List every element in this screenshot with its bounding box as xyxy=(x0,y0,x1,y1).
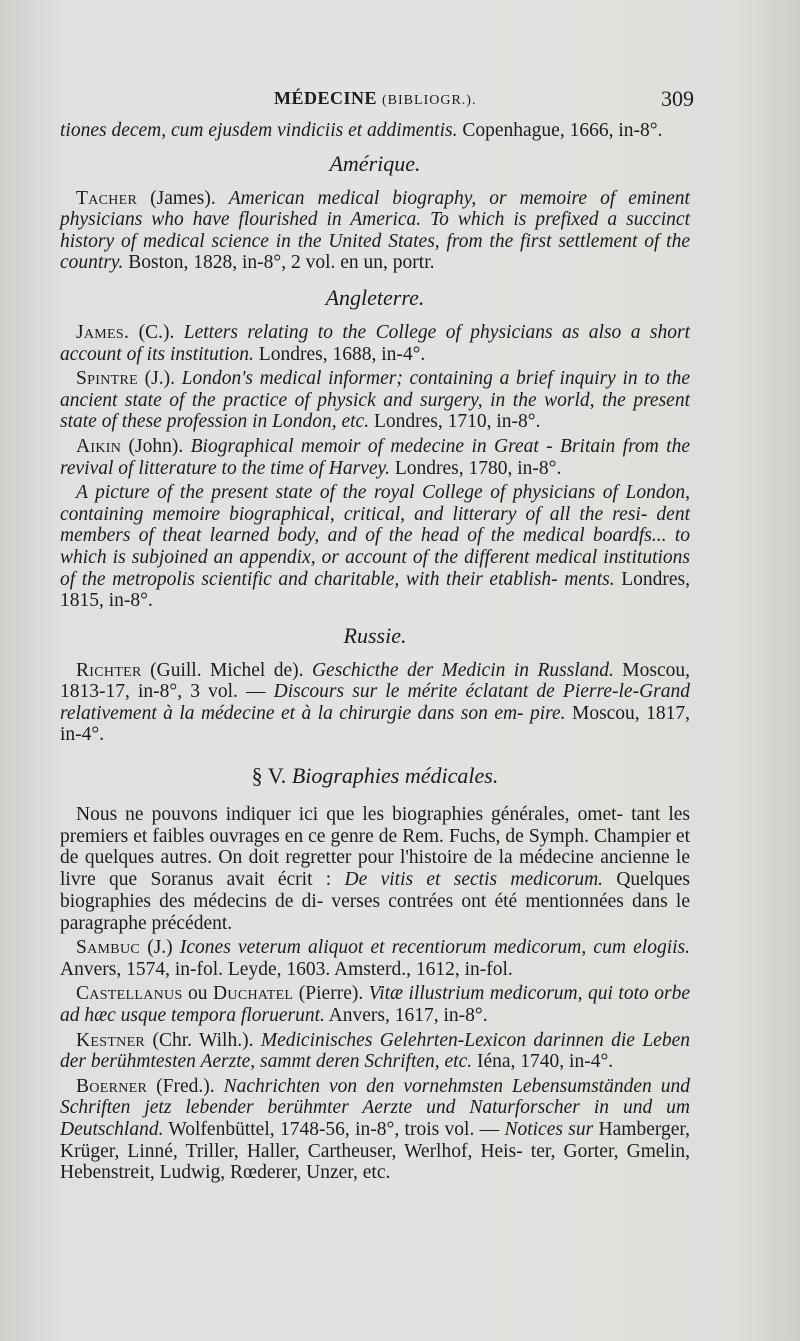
entry-kestner: Kestner (Chr. Wilh.). Medicinisches Gelehrten-Lexicon darinnen die Leben der berühmtesten Aerzte, sammt deren Schriften, etc. Iéna, 1740, in-4°. xyxy=(60,1029,690,1073)
entry-tacher: Tacher (James). American medical biography, or memoire of eminent physicians who have flourished in America. To which is prefixed a succinct history of medical science in the United States, from the first settlement of the country. Boston, 1828, in-8°, 2 vol. en un, portr. xyxy=(60,187,690,274)
entry-boerner: Boerner (Fred.). Nachrichten von den vornehmsten Lebensumständen und Schriften jetz lebender berühmter Aerzte und Naturforscher in und um Deutschland. Wolfenbüttel, 1748-56, in-8°, trois vol. — Notices sur Hamberger, Krüger, Linné, Triller, Haller, Cartheuser, Werlhof, Heis- ter, Gorter, Gmelin, Hebenstreit, Ludwig, Rœderer, Unzer, etc. xyxy=(60,1075,690,1184)
book-title: Discours sur le mérite éclatant de Pierre-le-Grand relativement à la médecine et à la chirurgie dans son em- pire. xyxy=(60,681,691,724)
author-name: Tacher xyxy=(76,187,138,209)
book-title: Icones veterum aliquot et recentiorum medicorum, cum elogiis. xyxy=(179,937,690,959)
book-title: Nachrichten von den vornehmsten Lebensumständen und Schriften jetz lebender berühmter Aerzte und Naturforscher in und um Deutschland. xyxy=(60,1075,690,1141)
book-title: Biographical memoir of medecine in Great - Britain from the revival of litterature to the time of Harvey. xyxy=(60,435,690,479)
entry-castellanus: Castellanus ou Duchatel (Pierre). Vitæ illustrium medicorum, qui toto orbe ad hæc usque tempora floruerunt. Anvers, 1617, in-8°. xyxy=(60,983,690,1027)
book-title: Vitæ illustrium medicorum, qui toto orbe ad hæc usque tempora floruerunt. xyxy=(60,983,690,1027)
page-number: 309 xyxy=(661,86,694,111)
book-title: Geschicthe der Medicin in Russland. xyxy=(311,659,614,681)
heading-russie: Russie. xyxy=(343,622,407,648)
entry-richter: Richter (Guill. Michel de). Geschicthe der Medicin in Russland. Moscou, 1813-17, in-8°, 3 vol. — Discours sur le mérite éclatant de Pierre-le-Grand relativement à la médecine et à la chirurgie dans son em- pire. Moscou, 1817, in-4°. xyxy=(60,659,691,746)
book-title: Letters relating to the College of physicians as also a short account of its institution. xyxy=(60,321,690,365)
author-name: Aikin xyxy=(76,435,122,457)
section-heading-biographies xyxy=(60,764,690,788)
heading-angleterre: Angleterre. xyxy=(325,284,425,310)
book-title: Notices sur xyxy=(504,1119,594,1141)
heading-amerique: Amérique. xyxy=(329,150,421,176)
running-title-main: MÉDECINE xyxy=(274,88,378,108)
book-title: Medicinisches Gelehrten-Lexicon darinnen die Leben der berühmtesten Aerzte, sammt deren Schriften, etc. xyxy=(60,1029,690,1073)
book-title: A picture of the present state of the royal College of physicians of London, containing memoire biographical, critical, and litterary of all the resi- dent members of theat learned body, and of the head of the medical boardfs... to which is subjoined an appendix, or account of the different medical institutions of the metropolis scientific and charitable, with their etablish- ments. xyxy=(60,482,690,590)
author-name: Spintre xyxy=(76,368,138,390)
running-title xyxy=(274,88,476,109)
author-name: Richter xyxy=(76,659,142,681)
page-header xyxy=(60,86,694,118)
author-name: James. xyxy=(76,321,130,343)
entry-picture: A picture of the present state of the royal College of physicians of London, containing memoire biographical, critical, and litterary of all the resi- dent members of theat learned body, and of the head of the medical boardfs... to which is subjoined an appendix, or account of the different medical institutions of the metropolis scientific and charitable, with their etablish- ments. Londres, 1815, in-8°. xyxy=(60,482,690,612)
continued-entry: tiones decem, cum ejusdem vindiciis et addimentis. Copenhague, 1666, in-8°. xyxy=(60,120,663,141)
author-name: Duchatel xyxy=(213,983,294,1005)
entry-aikin: Aikin (John). Biographical memoir of medecine in Great - Britain from the revival of litterature to the time of Harvey. Londres, 1780, in-8°. xyxy=(60,435,690,479)
entry-james: James. (C.). Letters relating to the College of physicians as also a short account of its institution. Londres, 1688, in-4°. xyxy=(60,321,690,365)
entry-sambuc: Sambuc (J.) Icones veterum aliquot et recentiorum medicorum, cum elogiis. Anvers, 1574, in-fol. Leyde, 1603. Amsterd., 1612, in-fol. xyxy=(60,937,690,980)
author-name: Kestner xyxy=(76,1029,146,1051)
book-title: London's medical informer; containing a brief inquiry in to the ancient state of the practice of physick and surgery, in the world, the present state of these profession in London, etc. xyxy=(60,368,691,433)
entry-spintre: Spintre (J.). London's medical informer; containing a brief inquiry in to the ancient state of the practice of physick and surgery, in the world, the present state of these profession in London, etc. Londres, 1710, in-8°. xyxy=(60,368,691,433)
intro-paragraph: Nous ne pouvons indiquer ici que les biographies générales, omet- tant les premiers et faibles ouvrages en ce genre de Rem. Fuchs, de Symph. Champier et de quelques autres. On doit regretter pour l'histoire de la médecine ancienne le livre que Soranus avait écrit : De vitis et sectis medicorum. Quelques biographies des médecins de di- verses contrées ont été mentionnées dans le paragraphe précédent. xyxy=(60,804,690,934)
book-title: American medical biography, or memoire of eminent physicians who have flourished in America. To which is prefixed a succinct history of medical science in the United States, from the first settlement of the country. xyxy=(60,187,690,274)
running-title-sub: (BIBLIOGR.). xyxy=(382,93,477,108)
page-content xyxy=(60,120,690,1187)
section-number: § V. xyxy=(251,763,287,789)
section-title: Biographies médicales. xyxy=(291,763,499,789)
author-name: Sambuc xyxy=(76,937,140,959)
author-name: Boerner xyxy=(76,1075,148,1097)
author-name: Castellanus xyxy=(76,983,183,1005)
